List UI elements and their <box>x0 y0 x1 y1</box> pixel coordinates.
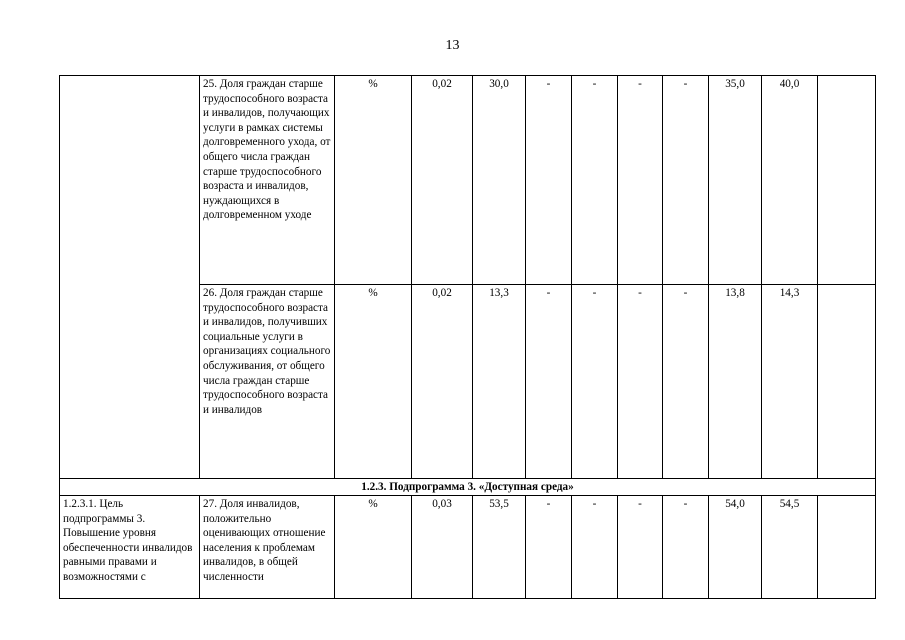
year-value-cell: 35,0 <box>709 76 762 285</box>
year-value-cell: - <box>572 285 618 479</box>
indicators-table <box>59 75 876 599</box>
indicator-cell: 25. Доля граждан старше трудоспособного возраста и инвалидов, получающих услуги в рамках системы долговременного ухода, от общего числа граждан старше трудоспособного возраста и инвалидов, нуждающихся в долговременном уходе <box>200 76 335 285</box>
weight-cell: 0,02 <box>412 285 473 479</box>
year-value-cell: 54,0 <box>709 496 762 599</box>
weight-cell: 0,02 <box>412 76 473 285</box>
note-cell <box>818 285 876 479</box>
table-row <box>60 76 876 285</box>
base-value-cell: 53,5 <box>473 496 526 599</box>
goal-cell: 1.2.3.1. Цель подпрограммы 3. Повышение уровня обеспеченности инвалидов равными правами и возможностями с <box>60 496 200 599</box>
indicator-cell: 26. Доля граждан старше трудоспособного возраста и инвалидов, получивших социальные услуги в организациях социального обслуживания, от общего числа граждан старше трудоспособного возраста и инвалидов <box>200 285 335 479</box>
unit-cell: % <box>335 285 412 479</box>
year-value-cell: 40,0 <box>762 76 818 285</box>
year-value-cell: - <box>618 76 663 285</box>
year-value-cell: - <box>526 76 572 285</box>
note-cell <box>818 76 876 285</box>
year-value-cell: - <box>526 496 572 599</box>
year-value-cell: 54,5 <box>762 496 818 599</box>
note-cell <box>818 496 876 599</box>
year-value-cell: - <box>572 496 618 599</box>
page-number: 13 <box>445 38 460 53</box>
year-value-cell: 14,3 <box>762 285 818 479</box>
goal-cell <box>60 76 200 479</box>
weight-cell: 0,03 <box>412 496 473 599</box>
section-row <box>60 479 876 496</box>
year-value-cell: - <box>526 285 572 479</box>
year-value-cell: 13,8 <box>709 285 762 479</box>
year-value-cell: - <box>663 285 709 479</box>
year-value-cell: - <box>618 285 663 479</box>
year-value-cell: - <box>572 76 618 285</box>
year-value-cell: - <box>618 496 663 599</box>
base-value-cell: 30,0 <box>473 76 526 285</box>
base-value-cell: 13,3 <box>473 285 526 479</box>
table-row <box>60 496 876 599</box>
year-value-cell: - <box>663 496 709 599</box>
unit-cell: % <box>335 76 412 285</box>
section-title: 1.2.3. Подпрограмма 3. «Доступная среда» <box>60 479 876 496</box>
unit-cell: % <box>335 496 412 599</box>
indicator-cell: 27. Доля инвалидов, положительно оценивающих отношение населения к проблемам инвалидов, в общей численности <box>200 496 335 599</box>
year-value-cell: - <box>663 76 709 285</box>
